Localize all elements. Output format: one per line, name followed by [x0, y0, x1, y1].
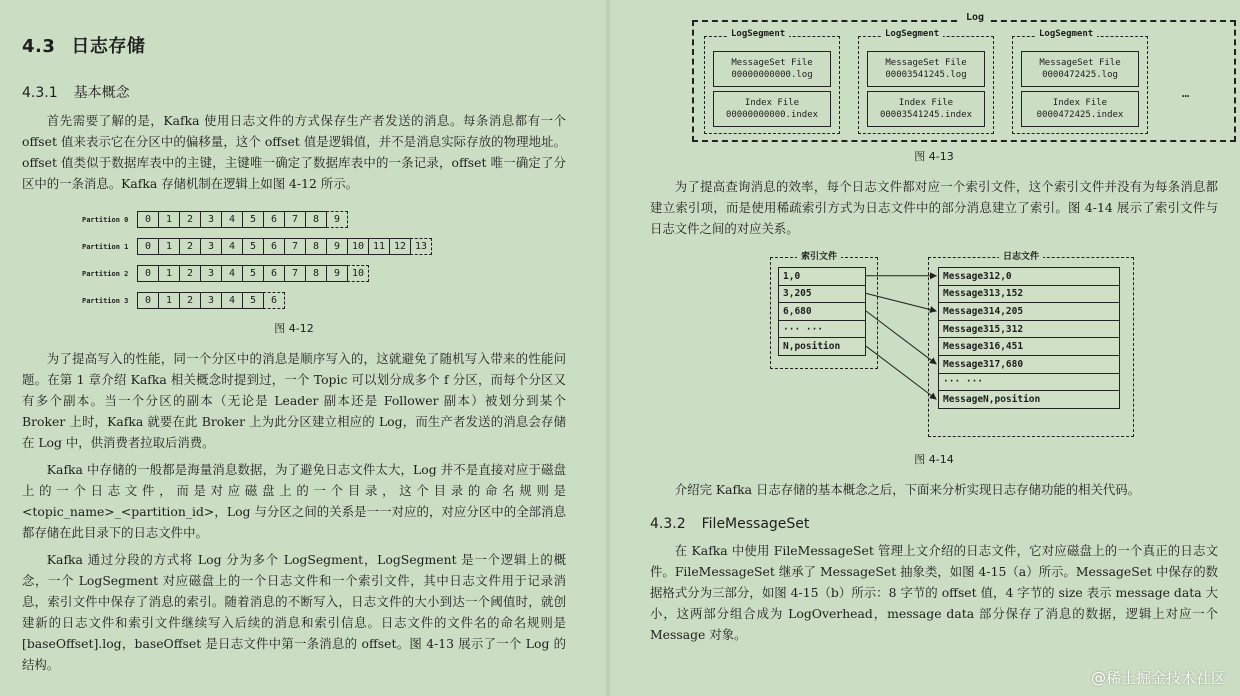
- offset-cell: 5: [242, 292, 264, 309]
- offset-cell: 8: [305, 265, 327, 282]
- paragraph: 介绍完 Kafka 日志存储的基本概念之后，下面来分析实现日志存储功能的相关代码。: [674, 482, 1141, 497]
- right-page: [610, 0, 1240, 696]
- offset-cell: 2: [179, 238, 201, 255]
- paragraph: 在 Kafka 中使用 FileMessageSet 管理上文介绍的日志文件，它对应磁盘上的一个真正的日志文件。FileMessageSet 继承了 MessageSet 抽象类，如图 4-15（a）所示。MessageSet 中保存的数据格式分为三部分，如图 4-15（b）所示：8 字节的 offset 值，4 字节的 size 表示 message data 大小，这两部分组合成为 LogOverhead，message data 部分保存了消息的数据，逻辑上对应一个 Message 对象。: [650, 543, 1218, 642]
- paragraph: Kafka 通过分段的方式将 Log 分为多个 LogSegment，LogSegment 是一个逻辑上的概念，一个 LogSegment 对应磁盘上的一个日志文件和一个索引文件，其中日志文件用于记录消息，索引文件中保存了消息的索引。随着消息的不断写入，日志文件的大小到达一个阈值时，就创建新的日志文件和索引文件继续写入后续的消息和索引信息。日志文件的文件名的命名规则是 [baseOffset].log，baseOffset 是日志文件中第一条消息的 offset。图 4-13 展示了一个 Log 的结构。: [22, 552, 566, 672]
- offset-cell: 5: [242, 265, 264, 282]
- index-entry: 3,205: [778, 285, 866, 304]
- offset-cell: 1: [158, 265, 180, 282]
- log-segment: [858, 29, 994, 134]
- log-segment: [1012, 29, 1148, 134]
- messageset-file-box: MessageSet File 00003541245.log: [867, 51, 985, 87]
- offset-cell: 6: [263, 238, 285, 255]
- index-entry: N,position: [778, 337, 866, 356]
- log-segment: [704, 29, 840, 134]
- offset-cell: 2: [179, 211, 201, 228]
- subsection-heading: 4.3.2 FileMessageSet: [650, 516, 810, 532]
- offset-cell: 12: [389, 238, 411, 255]
- index-arrow: [866, 346, 936, 399]
- index-file-box: Index File 00000000000.index: [713, 91, 831, 127]
- offset-cell: 7: [284, 265, 306, 282]
- log-file-title: 日志文件: [999, 249, 1043, 262]
- offset-cell: 0: [137, 238, 159, 255]
- index-arrow: [866, 293, 936, 311]
- paragraph: 为了提高查询消息的效率，每个日志文件都对应一个索引文件，这个索引文件并没有为每条消息都建立索引项，而是使用稀疏索引方式为日志文件中的部分消息建立了索引。图 4-14 展示了索引文件与日志文件之间的对应关系。: [650, 179, 1218, 236]
- offset-cell: 3: [200, 211, 222, 228]
- offset-cell: 1: [158, 238, 180, 255]
- offset-cell: 7: [284, 238, 306, 255]
- offset-cell: 0: [137, 265, 159, 282]
- index-file-box: Index File 00003541245.index: [867, 91, 985, 127]
- index-entry: 1,0: [778, 267, 866, 286]
- offset-cell: 1: [158, 292, 180, 309]
- log-diagram: [692, 12, 1236, 142]
- offset-cell: 9: [326, 238, 348, 255]
- log-entry: Message316,451: [938, 337, 1120, 356]
- partition-row: [82, 287, 566, 314]
- paragraph: 为了提高写入的性能，同一个分区中的消息是顺序写入的，这就避免了随机写入带来的性能问题。在第 1 章介绍 Kafka 相关概念时提到过，一个 Topic 可以划分成多个 f 分区，而每个分区又有多个副本。当一个分区的副本（无论是 Leader 副本还是 Follower 副本）被划分到某个 Broker 上时，Kafka 就要在此 Broker 上为此分区建立相应的 Log，而生产者发送的消息会存储在 Log 中，供消费者拉取后消费。: [22, 351, 566, 450]
- offset-cell: 8: [305, 238, 327, 255]
- partition-label: Partition 1: [82, 242, 129, 251]
- offset-cell: 3: [200, 238, 222, 255]
- offset-cell: 9: [326, 211, 348, 228]
- partition-row: [82, 206, 566, 233]
- log-entry: Message317,680: [938, 355, 1120, 374]
- messageset-file-box: MessageSet File 0000472425.log: [1021, 51, 1139, 87]
- partition-figure: [82, 206, 566, 314]
- index-entry: 6,680: [778, 302, 866, 321]
- partition-row: [82, 233, 566, 260]
- index-log-diagram: [770, 249, 1170, 445]
- partition-label: Partition 3: [82, 296, 129, 305]
- offset-cell: 4: [221, 238, 243, 255]
- watermark: @稀土掘金技术社区: [1090, 669, 1226, 687]
- index-arrow: [866, 311, 936, 364]
- offset-cell: 6: [263, 211, 285, 228]
- subsection-heading: 4.3.1 基本概念: [22, 85, 130, 101]
- section-heading: 4.3 日志存储: [22, 36, 146, 57]
- segment-title: LogSegment: [1035, 29, 1097, 39]
- offset-cell: 3: [200, 265, 222, 282]
- offset-cell: 1: [158, 211, 180, 228]
- log-entry: Message315,312: [938, 320, 1120, 339]
- offset-cell: 5: [242, 238, 264, 255]
- index-file-title: 索引文件: [797, 249, 841, 262]
- offset-cell: 6: [263, 265, 285, 282]
- offset-cell: 0: [137, 292, 159, 309]
- left-page: [0, 0, 610, 696]
- offset-cell: 13: [410, 238, 432, 255]
- figure-caption: 图 4-14: [914, 453, 954, 466]
- paragraph: Kafka 中存储的一般都是海量消息数据，为了避免日志文件太大，Log 并不是直接对应于磁盘上的一个日志文件，而是对应磁盘上的一个目录，这个目录的命名规则是<topic_name>_<partition_id>，Log 与分区之间的关系是一一对应的，对应分区中的全部消息都存储在此目录下的日志文件中。: [22, 462, 566, 540]
- index-entry: ··· ···: [778, 320, 866, 339]
- offset-cell: 0: [137, 211, 159, 228]
- offset-cell: 7: [284, 211, 306, 228]
- segment-title: LogSegment: [881, 29, 943, 39]
- more-segments-ellipsis: …: [1182, 86, 1190, 100]
- log-entry: Message312,0: [938, 267, 1120, 286]
- offset-cell: 4: [221, 265, 243, 282]
- index-file-box: Index File 0000472425.index: [1021, 91, 1139, 127]
- partition-label: Partition 0: [82, 215, 129, 224]
- partition-label: Partition 2: [82, 269, 129, 278]
- partition-row: [82, 260, 566, 287]
- offset-cell: 3: [200, 292, 222, 309]
- log-entry: Message313,152: [938, 285, 1120, 304]
- offset-cell: 2: [179, 292, 201, 309]
- offset-cell: 8: [305, 211, 327, 228]
- offset-cell: 10: [347, 265, 369, 282]
- offset-cell: 11: [368, 238, 390, 255]
- offset-cell: 10: [347, 238, 369, 255]
- log-entry: MessageN,position: [938, 390, 1120, 409]
- offset-cell: 4: [221, 211, 243, 228]
- messageset-file-box: MessageSet File 00000000000.log: [713, 51, 831, 87]
- log-title: Log: [960, 12, 990, 23]
- segment-title: LogSegment: [727, 29, 789, 39]
- offset-cell: 4: [221, 292, 243, 309]
- paragraph: 首先需要了解的是，Kafka 使用日志文件的方式保存生产者发送的消息。每条消息都有一个 offset 值来表示它在分区中的偏移量，这个 offset 值是逻辑值，并不是消息实际存放的物理地址。offset 值类似于数据库表中的主键，主键唯一确定了数据库表中的一条记录，offset 唯一确定了分区中的一条消息。Kafka 存储机制在逻辑上如图 4-12 所示。: [22, 113, 566, 191]
- offset-cell: 5: [242, 211, 264, 228]
- figure-caption: 图 4-13: [914, 150, 954, 163]
- log-entry: Message314,205: [938, 302, 1120, 321]
- figure-caption: 图 4-12: [274, 322, 314, 335]
- offset-cell: 9: [326, 265, 348, 282]
- offset-cell: 6: [263, 292, 285, 309]
- offset-cell: 2: [179, 265, 201, 282]
- log-entry: ··· ···: [938, 373, 1120, 392]
